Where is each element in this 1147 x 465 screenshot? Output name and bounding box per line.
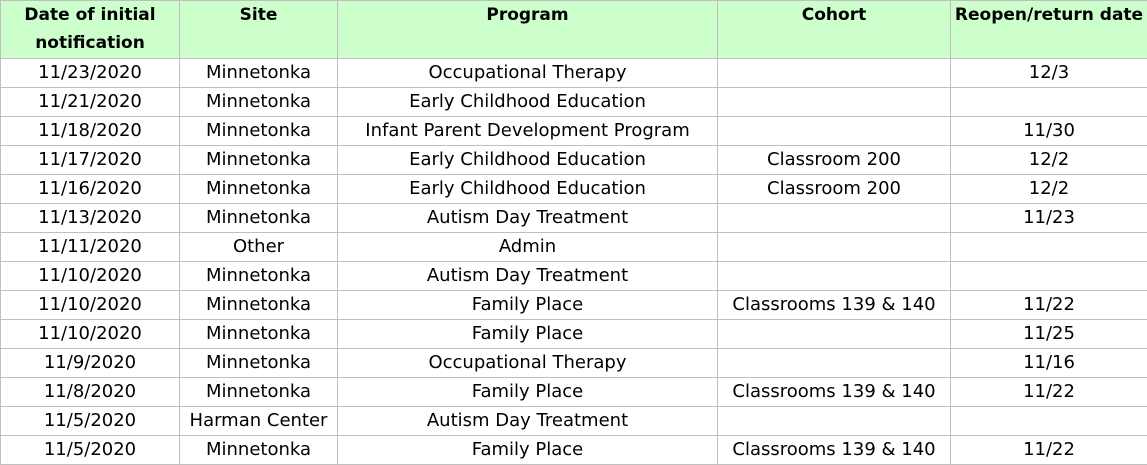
date-cell: 11/5/2020 xyxy=(1,436,180,465)
program-cell: Family Place xyxy=(338,436,718,465)
date-cell: 11/11/2020 xyxy=(1,233,180,262)
table-row xyxy=(1,436,1147,465)
cohort-cell xyxy=(718,233,951,262)
program-cell: Early Childhood Education xyxy=(338,88,718,117)
table-row xyxy=(1,349,1147,378)
reopen-date-cell: 11/16 xyxy=(951,349,1147,378)
date-cell: 11/10/2020 xyxy=(1,262,180,291)
table-header xyxy=(1,1,1147,59)
site-cell: Minnetonka xyxy=(180,175,338,204)
reopen-date-cell: 11/30 xyxy=(951,117,1147,146)
cohort-cell xyxy=(718,349,951,378)
reopen-date-cell: 12/3 xyxy=(951,59,1147,88)
reopen-date-cell: 11/23 xyxy=(951,204,1147,233)
date-cell: 11/21/2020 xyxy=(1,88,180,117)
reopen-date-cell xyxy=(951,88,1147,117)
date-cell: 11/13/2020 xyxy=(1,204,180,233)
cohort-cell xyxy=(718,407,951,436)
site-cell: Minnetonka xyxy=(180,436,338,465)
site-cell: Minnetonka xyxy=(180,378,338,407)
cohort-cell: Classroom 200 xyxy=(718,146,951,175)
table-row xyxy=(1,175,1147,204)
site-cell: Minnetonka xyxy=(180,349,338,378)
date-cell: 11/18/2020 xyxy=(1,117,180,146)
table-row xyxy=(1,146,1147,175)
table-row xyxy=(1,262,1147,291)
date-cell: 11/17/2020 xyxy=(1,146,180,175)
program-cell: Early Childhood Education xyxy=(338,146,718,175)
table-row xyxy=(1,407,1147,436)
program-cell: Occupational Therapy xyxy=(338,59,718,88)
reopen-date-cell xyxy=(951,233,1147,262)
site-cell: Minnetonka xyxy=(180,262,338,291)
table-row xyxy=(1,378,1147,407)
date-cell: 11/16/2020 xyxy=(1,175,180,204)
reopen-date-cell: 12/2 xyxy=(951,146,1147,175)
program-cell: Autism Day Treatment xyxy=(338,262,718,291)
site-cell: Minnetonka xyxy=(180,88,338,117)
header-reopen-return-date: Reopen/return date xyxy=(951,1,1147,59)
date-cell: 11/10/2020 xyxy=(1,320,180,349)
date-cell: 11/9/2020 xyxy=(1,349,180,378)
program-cell: Autism Day Treatment xyxy=(338,407,718,436)
site-cell: Harman Center xyxy=(180,407,338,436)
cohort-cell xyxy=(718,262,951,291)
reopen-date-cell: 11/22 xyxy=(951,291,1147,320)
site-cell: Minnetonka xyxy=(180,204,338,233)
cohort-cell xyxy=(718,88,951,117)
site-cell: Minnetonka xyxy=(180,117,338,146)
table-row xyxy=(1,204,1147,233)
cohort-cell: Classrooms 139 & 140 xyxy=(718,436,951,465)
program-cell: Infant Parent Development Program xyxy=(338,117,718,146)
cohort-cell xyxy=(718,320,951,349)
reopen-date-cell xyxy=(951,407,1147,436)
table-row xyxy=(1,88,1147,117)
table-row xyxy=(1,59,1147,88)
table-body xyxy=(1,59,1147,465)
site-cell: Minnetonka xyxy=(180,59,338,88)
table-row xyxy=(1,291,1147,320)
cohort-cell xyxy=(718,204,951,233)
reopen-date-cell xyxy=(951,262,1147,291)
header-program: Program xyxy=(338,1,718,59)
header-row xyxy=(1,1,1147,59)
header-date-of-initial-notification: Date of initial notification xyxy=(1,1,180,59)
date-cell: 11/5/2020 xyxy=(1,407,180,436)
table-row xyxy=(1,117,1147,146)
reopen-date-cell: 11/25 xyxy=(951,320,1147,349)
program-cell: Admin xyxy=(338,233,718,262)
header-site: Site xyxy=(180,1,338,59)
header-cohort: Cohort xyxy=(718,1,951,59)
program-cell: Early Childhood Education xyxy=(338,175,718,204)
program-cell: Family Place xyxy=(338,378,718,407)
reopen-date-cell: 11/22 xyxy=(951,436,1147,465)
program-cell: Autism Day Treatment xyxy=(338,204,718,233)
program-cell: Family Place xyxy=(338,291,718,320)
site-cell: Minnetonka xyxy=(180,146,338,175)
reopen-date-cell: 11/22 xyxy=(951,378,1147,407)
cohort-cell xyxy=(718,117,951,146)
cohort-cell: Classroom 200 xyxy=(718,175,951,204)
date-cell: 11/8/2020 xyxy=(1,378,180,407)
date-cell: 11/10/2020 xyxy=(1,291,180,320)
table-row xyxy=(1,320,1147,349)
site-cell: Minnetonka xyxy=(180,291,338,320)
table-row xyxy=(1,233,1147,262)
site-cell: Minnetonka xyxy=(180,320,338,349)
site-cell: Other xyxy=(180,233,338,262)
program-cell: Family Place xyxy=(338,320,718,349)
cohort-cell: Classrooms 139 & 140 xyxy=(718,291,951,320)
cohort-cell xyxy=(718,59,951,88)
date-cell: 11/23/2020 xyxy=(1,59,180,88)
cohort-cell: Classrooms 139 & 140 xyxy=(718,378,951,407)
reopen-date-cell: 12/2 xyxy=(951,175,1147,204)
program-cell: Occupational Therapy xyxy=(338,349,718,378)
